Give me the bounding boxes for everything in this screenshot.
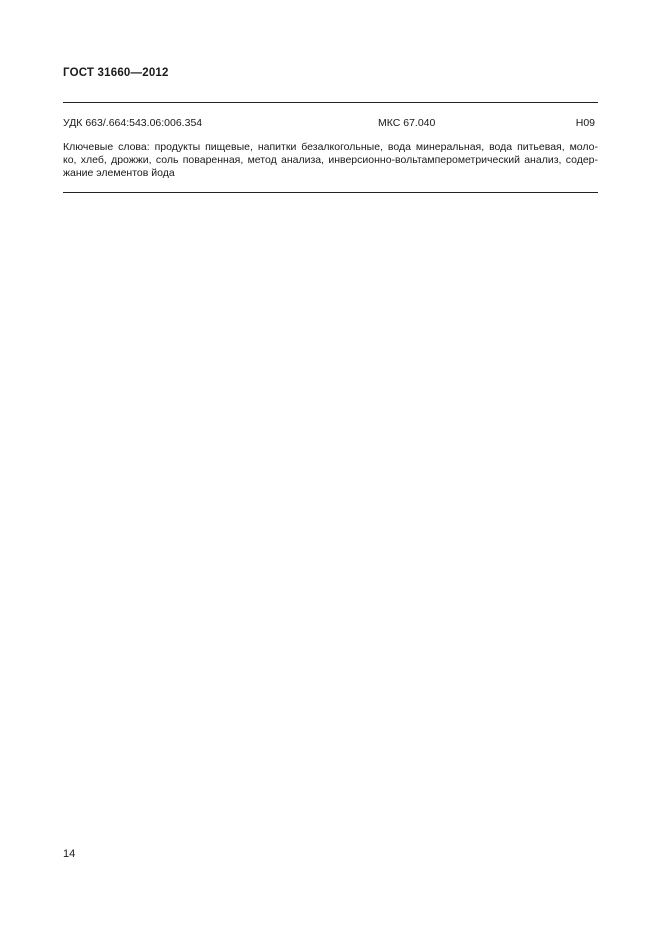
bottom-divider: [63, 192, 598, 193]
keywords-line-1: Ключевые слова: продукты пищевые, напитки безалкогольные, вода минеральная, вода питьевая, моло-: [63, 141, 598, 153]
keywords-line-2: ко, хлеб, дрожжи, соль поваренная, метод анализа, инверсионно-вольтамперометрический анализ, содер-: [63, 154, 598, 166]
keywords-paragraph: [63, 141, 598, 180]
classification-row: [63, 117, 598, 131]
mks-code: МКС 67.040: [378, 117, 436, 129]
udk-code: УДК 663/.664:543.06:006.354: [63, 117, 203, 129]
page-number: 14: [63, 848, 76, 860]
standard-code-header: ГОСТ 31660—2012: [63, 67, 169, 79]
top-divider: [63, 102, 598, 103]
category-code: Н09: [575, 117, 595, 129]
keywords-line-3: жание элементов йода: [63, 167, 175, 179]
